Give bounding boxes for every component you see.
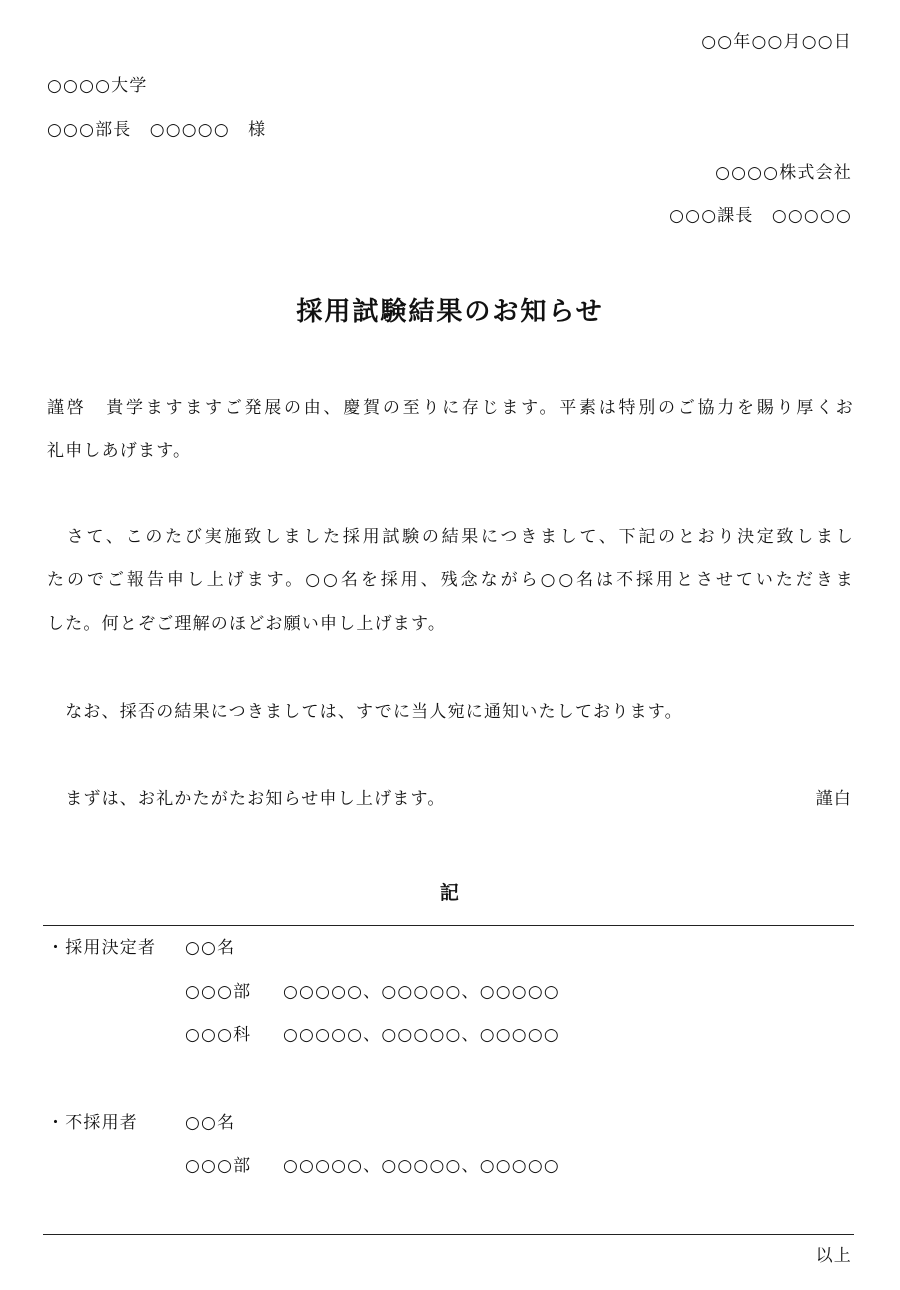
ki-heading: 記 (439, 882, 461, 904)
hired-names: ○○○○○、○○○○○、○○○○○ (283, 982, 560, 1002)
recipient-org: ○○○○大学 (47, 76, 148, 96)
hired-count: ○○名 (185, 938, 236, 958)
paragraph-line: たのでご報告申し上げます。○○名を採用、残念ながら○○名は不採用とさせていただきま (47, 570, 854, 590)
hired-dept: ○○○部 (185, 982, 252, 1002)
hired-label: ・採用決定者 (47, 938, 157, 958)
date: ○○年○○月○○日 (701, 32, 852, 52)
paragraph-line: なお、採否の結果につきましては、すでに当人宛に通知いたしております。 (47, 702, 683, 722)
paragraph-line: さて、このたび実施致しました採用試験の結果につきまして、下記のとおり決定致しまし (47, 527, 854, 547)
paragraph-line: まずは、お礼かたがたお知らせ申し上げます。 (47, 789, 446, 809)
recipient-name: ○○○部長 ○○○○○ 様 (47, 120, 267, 140)
rejected-count: ○○名 (185, 1113, 236, 1133)
sender-name: ○○○課長 ○○○○○ (669, 206, 852, 226)
closing-word: 謹白 (815, 789, 852, 809)
divider-bottom (43, 1234, 854, 1235)
rejected-names: ○○○○○、○○○○○、○○○○○ (283, 1156, 560, 1176)
hired-dept: ○○○科 (185, 1025, 252, 1045)
end-mark: 以上 (815, 1246, 852, 1266)
rejected-label: ・不採用者 (47, 1113, 138, 1133)
paragraph-line: した。何とぞご理解のほどお願い申し上げます。 (47, 614, 447, 634)
hired-names: ○○○○○、○○○○○、○○○○○ (283, 1025, 560, 1045)
sender-company: ○○○○株式会社 (715, 163, 852, 183)
divider-top (43, 925, 854, 926)
document-title: 採用試験結果のお知らせ (296, 297, 604, 327)
paragraph-line: 礼申しあげます。 (47, 441, 192, 461)
rejected-dept: ○○○部 (185, 1156, 252, 1176)
paragraph-line: 謹啓 貴学ますますご発展の由、慶賀の至りに存じます。平素は特別のご協力を賜り厚くお (47, 398, 854, 418)
